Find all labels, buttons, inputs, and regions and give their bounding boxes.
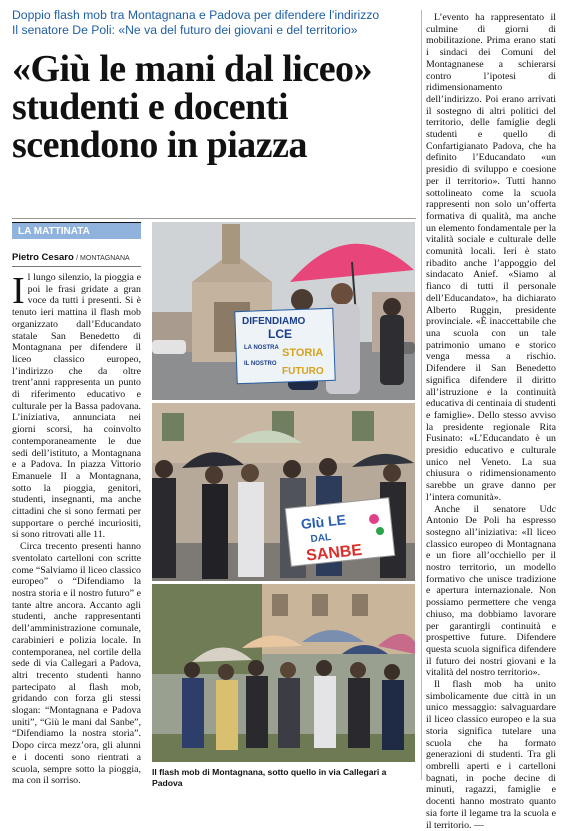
photo-montagnana-square xyxy=(152,222,415,400)
photo-padova-courtyard xyxy=(152,584,415,762)
column-rule xyxy=(421,10,422,780)
kicker-line-1: Doppio flash mob tra Montagnana e Padova per difendere l’indirizzo xyxy=(12,8,380,22)
byline-place: / MONTAGNANA xyxy=(76,255,130,262)
article-paragraph xyxy=(12,272,141,541)
kicker-line-2: Il senatore De Poli: «Ne va del futuro dei giovani e del territorio» xyxy=(12,23,358,37)
article-paragraph: Il flash mob ha unito simbolicamente due città in un unico messaggio: salvaguardare il liceo classico europeo e la sua storia significa tutelare una scuola che ha formato generazioni di studenti. Tra gli ombrelli aperti e i cartelloni bagnati, in poche decine di minuti, ragazzi, famiglie e docenti hanno mostrato quanto sia forte il legame tra la scuola e il territorio. — xyxy=(426,679,556,831)
headline-line-3: scendono in piazza xyxy=(12,124,308,166)
headline xyxy=(12,50,422,164)
kicker xyxy=(12,8,416,38)
article-paragraph: Circa trecento presenti hanno sventolato cartelloni con scritte come “Salviamo il liceo classico europeo” o “Difendiamo la nostra storia e il nostro futuro” e tante altre ancora. Accanto agli studenti, anche rappresentanti dell’amministrazione comunale, carabinieri e polizia locale. In contemporanea, nel cortile della sede di via Callegari a Padova, altri trecento studenti hanno partecipato al flash mob, gridando con forza gli stessi slogan: “Montagnana e Padova uniti”, “Giù le mani dal Sanbe”, “Difendiamo la nostra storia”. Dopo circa mezz’ora, gli alunni e i docenti sono rientrati a scuola, sempre sotto la pioggia, ma con il sorriso. xyxy=(12,541,141,787)
sign-2-line-3: SANBE xyxy=(305,541,363,565)
photo-students-sign xyxy=(152,403,415,581)
article-paragraph: L’evento ha rappresentato il culmine di giorni di mobilitazione. Prima erano stati i sindaci dei Comuni del Montagnanese a schierarsi contro l’ipotesi di ridimensionamento dell’indirizzo. Poi erano arrivati il sostegno di altri politici del territorio, delle famiglie degli studenti e quello di Confartigianato Padova, che ha definito l’Educandato «un presidio di sviluppo e coesione per il territorio». Tutti hanno sottolineato come la scuola rappresenti non solo un’offerta formativa di qualità, ma anche un elemento fondamentale per la vitalità sociale e culturale delle comunità locali. Ieri è stato ribadito anche l’appoggio del sindacato Anief. «Siamo al fianco di tutti il personale dell’Educandato», ha dichiarato Alberto Ruggin, presidente provinciale. «È inaccettabile che una scuola con un tale patrimonio umano e storico venga messa a rischio. Difendere il San Benedetto significa difendere il diritto all’istruzione e la continuità educativa di centinaia di studenti e famiglie». Dello stesso avviso la presidente regionale Rita Fusinato: «L’Educandato è un presidio educativo e culturale unico nel Veneto. La sua chiusura o ridimensionamento sarebbe un grave danno per l’intera comunità». xyxy=(426,12,556,503)
byline-author: Pietro Cesaro xyxy=(12,252,74,263)
section-label-text: LA MATTINATA xyxy=(18,226,90,237)
article-column-left xyxy=(12,272,141,787)
headline-line-1: «Giù le mani dal liceo» xyxy=(12,48,373,90)
photo-caption: Il flash mob di Montagnana, sotto quello in via Callegari a Padova xyxy=(152,767,387,788)
sign-1-line-5: IL NOSTRO xyxy=(244,361,277,367)
sign-1-line-3: LA NOSTRA xyxy=(244,345,279,351)
sign-1-line-1: DIFENDIAMO xyxy=(242,316,306,327)
sign-1-line-6: FUTURO xyxy=(282,366,324,377)
article-column-right xyxy=(426,12,556,831)
sign-2-line-1: GIù LE xyxy=(300,511,347,532)
sign-2-line-2: DAL xyxy=(310,531,332,546)
top-rule xyxy=(12,218,416,219)
photo-1-illustration xyxy=(152,222,415,400)
byline xyxy=(12,252,141,267)
photo-2-illustration xyxy=(152,403,415,581)
section-label xyxy=(12,222,141,239)
article-text: l lungo silenzio, la pioggia e poi le frasi gridate a gran voce da tutti i presenti. Si è tenuto ieri mattina il flash mob organizzato dall’Educandato statale San Benedetto di Montagnana per difendere il liceo classico europeo, l’indirizzo che da oltre trent’anni rappresenta un punto di riferimento educativo e culturale per la Bassa padovana. L’iniziativa, annunciata nei giorni scorsi, ha coinvolto contemporaneamente le due sedi dell’istituto, a Montagnana e a Padova. In piazza Vittorio Emanuele II a Montagnana, sotto la pioggia, genitori, studenti, insegnanti, ma anche cittadini che si sono fermati per supportare o perché incuriositi, si sono ritrovati alle 11. xyxy=(12,272,141,541)
sign-1-line-4: STORIA xyxy=(282,347,324,359)
article-paragraph: Anche il senatore Udc Antonio De Poli ha espresso sostegno all’iniziativa: «Il liceo classico europeo di Montagnana e un fiore all’occhiello per il nostro territorio, un modello formativo che unisce tradizione e apertura internazionale. Non possiamo permettere che venga chiuso, ma dobbiamo lavorare per garantirgli continuità e prospettive future. Difendere questa scuola significa difendere il futuro dei nostri giovani e la vitalità del nostro territorio». xyxy=(426,503,556,679)
headline-line-2: studenti e docenti xyxy=(12,86,288,128)
dropcap: I xyxy=(12,270,25,312)
sign-1-line-2: LCE xyxy=(268,327,292,341)
photo-3-illustration xyxy=(152,584,415,762)
